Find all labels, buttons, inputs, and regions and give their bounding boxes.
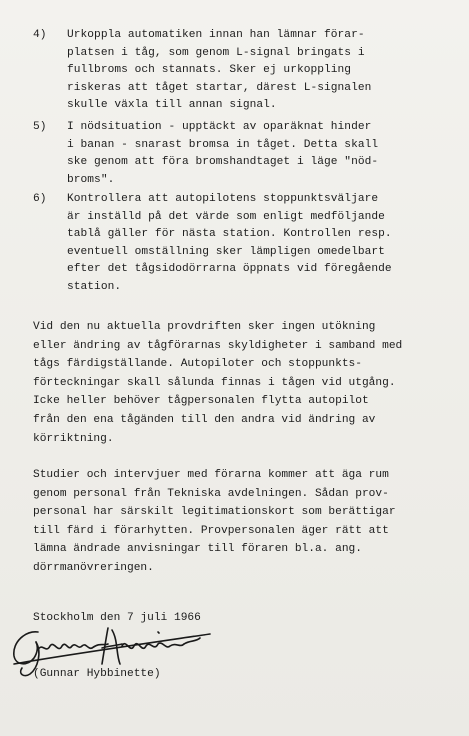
place-and-date: Stockholm den 7 juli 1966	[33, 612, 201, 624]
list-number: 6)	[33, 193, 47, 205]
text-line: till färd i förarhytten. Provpersonalen äger rätt att	[33, 524, 389, 537]
text-line: platsen i tåg, som genom L-signal bringats i	[67, 46, 365, 59]
text-line: är inställd på det värde som enligt medföljande	[67, 210, 385, 223]
text-line: förteckningar skall sålunda finnas i tågen vid utgång.	[33, 376, 396, 389]
signature-text: Gunnar Hybbinette	[8, 620, 19, 621]
text-line: efter det tågsidodörrarna öppnats vid föregående	[67, 263, 392, 276]
text-line: riskeras att tåget startar, därest L-signalen	[67, 81, 372, 94]
list-item-6	[33, 191, 463, 297]
paragraph-studier	[33, 466, 463, 578]
text-line: eventuell omställning sker lämpligen omedelbart	[67, 245, 385, 258]
text-line: körriktning.	[33, 432, 114, 445]
text-line: Urkoppla automatiken innan han lämnar förar-	[67, 29, 365, 41]
paragraph-provdrift	[33, 318, 463, 448]
text-line: genom personal från Tekniska avdelningen. Sådan prov-	[33, 487, 389, 500]
text-line: I nödsituation - upptäckt av oparäknat hinder	[67, 121, 372, 133]
text-line: tablå gäller för nästa station. Kontrollen resp.	[67, 228, 392, 241]
text-line: Kontrollera att autopilotens stoppunktsväljare	[67, 193, 379, 205]
text-line: ske genom att föra bromshandtaget i läge "nöd-	[67, 156, 379, 169]
list-item-4	[33, 27, 463, 115]
list-item-5	[33, 119, 463, 189]
text-line: personal har särskilt legitimationskort som berättigar	[33, 506, 396, 519]
text-line: station.	[67, 280, 122, 293]
list-number: 5)	[33, 121, 47, 133]
text-line: i banan - snarast bromsa in tåget. Detta skall	[67, 138, 379, 151]
text-line: eller ändring av tågförarnas skyldigheter i samband med	[33, 339, 403, 352]
text-line: från den ena tågänden till den andra vid ändring av	[33, 413, 376, 426]
signer-name: (Gunnar Hybbinette)	[33, 668, 161, 680]
text-line: tågs färdigställande. Autopiloter och stoppunkts-	[33, 358, 362, 371]
text-line: fullbroms och stannats. Sker ej urkoppling	[67, 64, 352, 77]
list-number: 4)	[33, 29, 47, 41]
text-line: broms".	[67, 173, 115, 186]
text-line: dörrmanövreringen.	[33, 561, 154, 574]
text-line: Icke heller behöver tågpersonalen flytta autopilot	[33, 395, 369, 408]
text-line: skulle växla till annan signal.	[67, 99, 277, 112]
text-line: Vid den nu aktuella provdriften sker ingen utökning	[33, 321, 376, 333]
text-line: Studier och intervjuer med förarna kommer att äga rum	[33, 469, 389, 481]
text-line: lämna ändrade anvisningar till föraren bl.a. ang.	[33, 543, 362, 556]
